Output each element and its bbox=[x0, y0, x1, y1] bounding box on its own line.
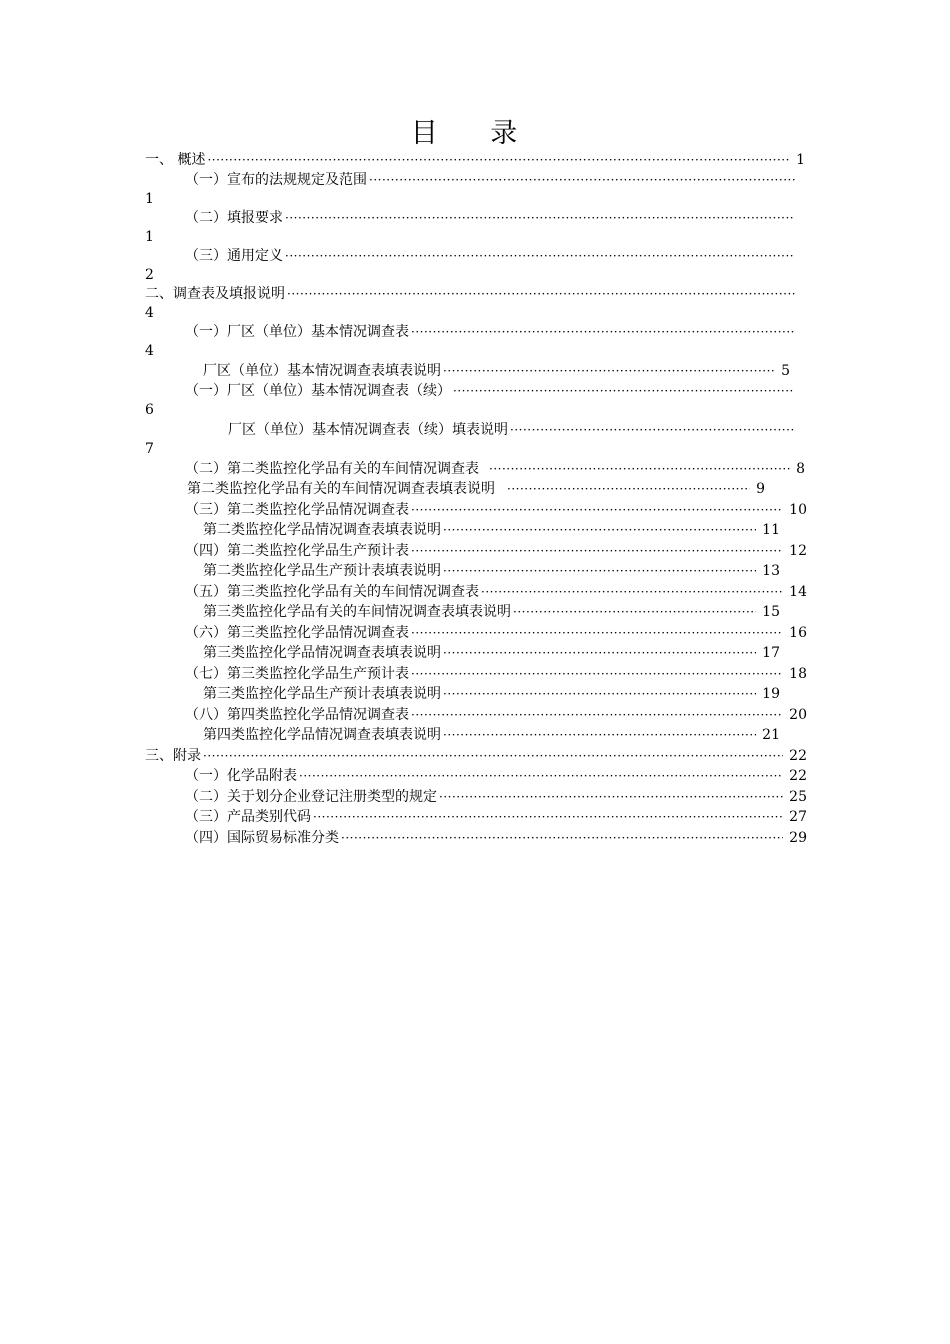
toc-entry-label: 第三类监控化学品生产预计表填表说明 bbox=[203, 686, 441, 702]
toc-entry[interactable] bbox=[185, 208, 797, 228]
toc-entry[interactable] bbox=[203, 684, 780, 704]
toc-entry[interactable] bbox=[185, 170, 797, 190]
toc-entry-page: 4 bbox=[145, 305, 154, 321]
toc-entry[interactable] bbox=[228, 420, 797, 440]
toc-entry-page: 1 bbox=[145, 191, 154, 207]
toc-entry-page: 15 bbox=[762, 604, 780, 620]
toc-entry[interactable] bbox=[185, 807, 807, 827]
toc-entry-label: （二）关于划分企业登记注册类型的规定 bbox=[185, 789, 437, 805]
toc-entry-page: 16 bbox=[789, 625, 807, 641]
toc-entry-label: 厂区（单位）基本情况调查表填表说明 bbox=[203, 363, 441, 379]
toc-entry-page: 10 bbox=[789, 502, 807, 518]
toc-entry[interactable] bbox=[145, 150, 805, 170]
toc-entry[interactable] bbox=[185, 246, 797, 266]
toc-entry-page: 20 bbox=[789, 707, 807, 723]
toc-leader-dots bbox=[203, 746, 783, 766]
toc-leader-dots bbox=[489, 459, 790, 479]
toc-leader-dots bbox=[443, 520, 756, 540]
toc-entry-label: 二、调查表及填报说明 bbox=[145, 286, 285, 302]
toc-entry-page: 9 bbox=[756, 481, 765, 497]
toc-entry[interactable] bbox=[185, 766, 807, 786]
toc-leader-dots bbox=[510, 420, 795, 440]
toc-leader-dots bbox=[411, 664, 783, 684]
toc-entry-page: 5 bbox=[781, 363, 790, 379]
toc-entry-label: （一）厂区（单位）基本情况调查表（续） bbox=[185, 383, 451, 399]
toc-leader-dots bbox=[443, 643, 756, 663]
toc-entry-page: 17 bbox=[762, 645, 780, 661]
toc-entry-label: 第三类监控化学品有关的车间情况调查表填表说明 bbox=[203, 604, 511, 620]
toc-leader-dots bbox=[411, 623, 783, 643]
toc-entry-label: （八）第四类监控化学品情况调查表 bbox=[185, 707, 409, 723]
toc-leader-dots bbox=[439, 787, 783, 807]
toc-entry-page: 29 bbox=[789, 830, 807, 846]
toc-leader-dots bbox=[513, 602, 756, 622]
toc-entry-label: 第四类监控化学品情况调查表填表说明 bbox=[203, 727, 441, 743]
toc-entry[interactable] bbox=[185, 787, 807, 807]
toc-entry-label: （七）第三类监控化学品生产预计表 bbox=[185, 666, 409, 682]
toc-entry-page: 7 bbox=[145, 441, 154, 457]
toc-entry-label: 第二类监控化学品情况调查表填表说明 bbox=[203, 522, 441, 538]
toc-entry[interactable] bbox=[203, 361, 790, 381]
toc-entry-page: 4 bbox=[145, 343, 154, 359]
toc-entry-label: 第三类监控化学品情况调查表填表说明 bbox=[203, 645, 441, 661]
toc-entry-label: 第二类监控化学品生产预计表填表说明 bbox=[203, 563, 441, 579]
toc-entry-page: 13 bbox=[762, 563, 780, 579]
toc-entry[interactable] bbox=[145, 746, 807, 766]
toc-entry-label: （三）第二类监控化学品情况调查表 bbox=[185, 502, 409, 518]
toc-entry[interactable] bbox=[185, 459, 805, 479]
toc-entry-page: 2 bbox=[145, 267, 154, 283]
toc-entry[interactable] bbox=[185, 582, 807, 602]
toc-leader-dots bbox=[443, 684, 756, 704]
toc-leader-dots bbox=[285, 246, 795, 266]
toc-leader-dots bbox=[453, 381, 795, 401]
toc-entry-page: 6 bbox=[145, 402, 154, 418]
toc-entry[interactable] bbox=[185, 381, 797, 401]
toc-entry-label: （五）第三类监控化学品有关的车间情况调查表 bbox=[185, 584, 479, 600]
toc-entry[interactable] bbox=[203, 602, 780, 622]
toc-entry[interactable] bbox=[185, 828, 807, 848]
toc-leader-dots bbox=[313, 807, 783, 827]
toc-entry[interactable] bbox=[185, 664, 807, 684]
toc-entry-page: 12 bbox=[789, 543, 807, 559]
toc-entry[interactable] bbox=[203, 725, 780, 745]
toc-entry-page: 22 bbox=[789, 768, 807, 784]
toc-leader-dots bbox=[507, 479, 750, 499]
toc-entry-label: 第二类监控化学品有关的车间情况调查表填表说明 bbox=[187, 481, 495, 497]
toc-entry[interactable] bbox=[185, 322, 797, 342]
toc-entry-page: 1 bbox=[145, 229, 154, 245]
toc-entry[interactable] bbox=[187, 479, 765, 499]
toc-entry-label: 三、附录 bbox=[145, 748, 201, 764]
toc-leader-dots bbox=[481, 582, 783, 602]
toc-leader-dots bbox=[411, 500, 783, 520]
toc-entry-page: 11 bbox=[762, 522, 780, 538]
toc-entry[interactable] bbox=[203, 643, 780, 663]
toc-entry-label: （四）第二类监控化学品生产预计表 bbox=[185, 543, 409, 559]
toc-entry-label: 一、 概述 bbox=[145, 152, 206, 168]
toc-entry-label: （六）第三类监控化学品情况调查表 bbox=[185, 625, 409, 641]
toc-entry-page: 19 bbox=[762, 686, 780, 702]
toc-leader-dots bbox=[411, 322, 795, 342]
toc-entry-page: 22 bbox=[789, 748, 807, 764]
toc-entry[interactable] bbox=[145, 284, 797, 304]
toc-entry-label: （一）厂区（单位）基本情况调查表 bbox=[185, 324, 409, 340]
toc-entry-page: 25 bbox=[789, 789, 807, 805]
toc-entry[interactable] bbox=[185, 623, 807, 643]
toc-leader-dots bbox=[443, 561, 756, 581]
toc-entry-label: 厂区（单位）基本情况调查表（续）填表说明 bbox=[228, 422, 508, 438]
toc-leader-dots bbox=[207, 150, 790, 170]
toc-entry-label: （二）第二类监控化学品有关的车间情况调查表 bbox=[185, 461, 479, 477]
toc-entry[interactable] bbox=[203, 520, 780, 540]
toc-leader-dots bbox=[285, 208, 795, 228]
toc-entry-page: 18 bbox=[789, 666, 807, 682]
toc-leader-dots bbox=[369, 170, 795, 190]
toc-leader-dots bbox=[287, 284, 795, 304]
toc-entry-page: 1 bbox=[796, 152, 805, 168]
toc-title: 目 录 bbox=[410, 118, 540, 149]
toc-leader-dots bbox=[443, 361, 775, 381]
toc-entry[interactable] bbox=[185, 541, 807, 561]
toc-leader-dots bbox=[411, 705, 783, 725]
toc-entry-page: 14 bbox=[789, 584, 807, 600]
toc-entry-label: （四）国际贸易标准分类 bbox=[185, 830, 339, 846]
toc-entry-page: 27 bbox=[789, 809, 807, 825]
toc-entry-page: 21 bbox=[762, 727, 780, 743]
toc-leader-dots bbox=[443, 725, 756, 745]
toc-entry-label: （三）产品类别代码 bbox=[185, 809, 311, 825]
toc-entry[interactable] bbox=[185, 500, 807, 520]
toc-entry-label: （一）化学品附表 bbox=[185, 768, 297, 784]
toc-entry-label: （三）通用定义 bbox=[185, 248, 283, 264]
toc-entry-page: 8 bbox=[796, 461, 805, 477]
toc-leader-dots bbox=[411, 541, 783, 561]
toc-entry[interactable] bbox=[203, 561, 780, 581]
toc-entry-label: （二）填报要求 bbox=[185, 210, 283, 226]
toc-entry[interactable] bbox=[185, 705, 807, 725]
toc-entry-label: （一）宣布的法规规定及范围 bbox=[185, 172, 367, 188]
toc-leader-dots bbox=[299, 766, 783, 786]
toc-leader-dots bbox=[341, 828, 783, 848]
